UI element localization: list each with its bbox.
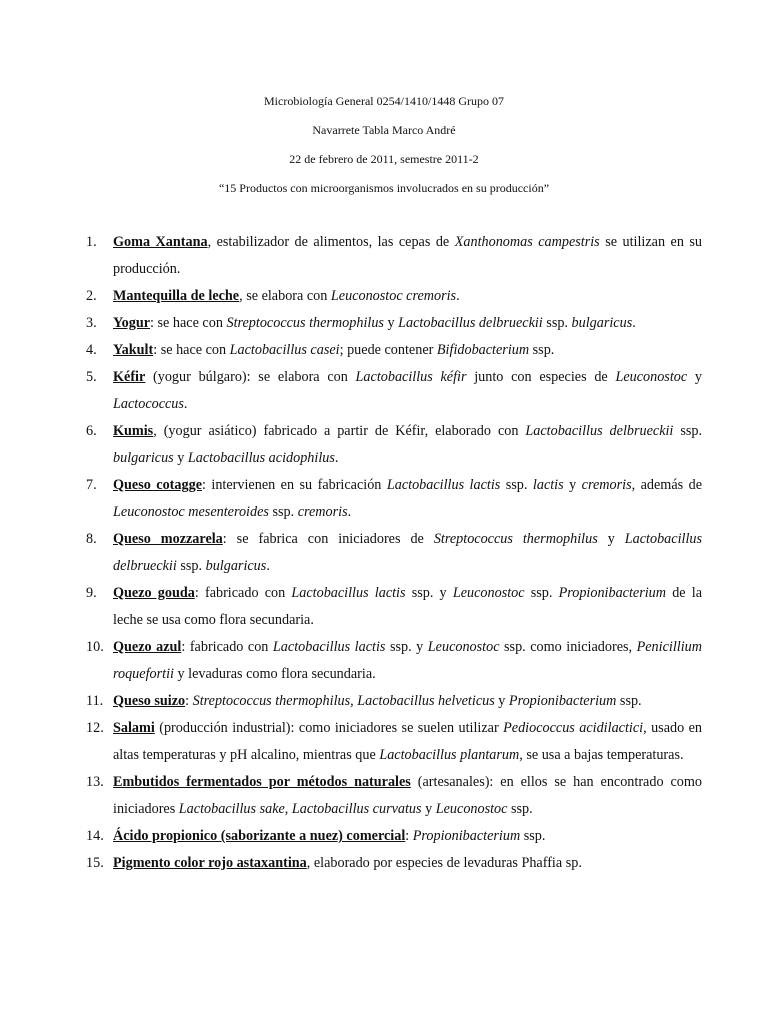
product-name: Kéfir [113, 369, 146, 385]
organism-name: Leuconostoc mesenteroides [113, 504, 269, 520]
item-text: : [185, 693, 193, 709]
item-text: : fabricado con [194, 585, 292, 601]
document-title: “15 Productos con microorganismos involucrados en su producción” [218, 181, 550, 195]
organism-name: Lactobacillus curvatus [291, 801, 422, 817]
list-item [86, 364, 702, 418]
item-text: y [687, 369, 702, 385]
organism-name: Lactobacillus sake [178, 801, 285, 817]
list-item [86, 823, 702, 850]
item-number: 7. [86, 477, 97, 493]
organism-name: Lactobacillus delbrueckii [398, 315, 543, 331]
organism-name: Pediococcus acidilactici [503, 720, 644, 736]
item-text: de la leche se usa como flora secundaria. [113, 585, 703, 628]
item-number: 3. [86, 315, 97, 331]
item-text: y [421, 801, 436, 817]
item-text: , elaborado por especies de levaduras Phaffia sp. [306, 855, 582, 871]
item-number: 11. [86, 693, 104, 709]
product-name: Embutidos fermentados por métodos naturales [113, 774, 411, 790]
date-line: 22 de febrero de 2011, semestre 2011-2 [289, 152, 479, 166]
list-item [86, 769, 702, 823]
item-text: se utilizan en su producción. [113, 234, 703, 277]
product-name: Queso mozzarela [113, 531, 223, 547]
product-list [86, 229, 702, 877]
organism-name: lactis [532, 477, 564, 493]
organism-name: Xanthonomas campestris [454, 234, 600, 250]
item-number: 6. [86, 423, 97, 439]
organism-name: Streptococcus thermophilus [433, 531, 598, 547]
list-item [86, 229, 702, 283]
item-text: (yogur búlgaro): se elabora con [145, 369, 356, 385]
organism-name: cremoris [581, 477, 632, 493]
item-text: ssp. [268, 504, 298, 520]
item-number: 10. [86, 639, 104, 655]
organism-name: Lactobacillus casei [229, 342, 340, 358]
product-name: Queso suizo [113, 693, 186, 709]
item-text: y [563, 477, 582, 493]
list-item [86, 688, 702, 715]
item-text: . [183, 396, 188, 412]
item-text: . [632, 315, 636, 331]
list-item [86, 337, 702, 364]
product-name: Yogur [113, 315, 151, 331]
organism-name: Propionibacterium [508, 693, 617, 709]
product-name: Yakult [113, 342, 154, 358]
organism-name: Leuconostoc [452, 585, 525, 601]
organism-name: Streptococcus thermophilus [192, 693, 351, 709]
item-text: , además de [631, 477, 702, 493]
organism-name: Penicillium roquefortii [113, 639, 702, 682]
item-text: ; puede contener [339, 342, 437, 358]
item-text: y levaduras como flora secundaria. [173, 666, 376, 682]
organism-name: Lactobacillus plantarum [379, 747, 520, 763]
item-text: , estabilizador de alimentos, las cepas de [207, 234, 455, 250]
product-name: Goma Xantana [113, 234, 208, 250]
item-text: y [494, 693, 509, 709]
product-name: Quezo azul [113, 639, 182, 655]
item-text: ssp. [520, 828, 546, 844]
organism-name: Propionibacterium [558, 585, 667, 601]
organism-name: cremoris [297, 504, 348, 520]
item-text: , (yogur asiático) fabricado a partir de Kéfir, elaborado con [153, 423, 526, 439]
author-line: Navarrete Tabla Marco André [312, 123, 456, 137]
item-text: ssp. [500, 477, 533, 493]
organism-name: bulgaricus [571, 315, 633, 331]
item-text: (artesanales): en ellos se han encontrado como iniciadores [113, 774, 702, 817]
item-text: ssp. [176, 558, 206, 574]
list-item [86, 283, 702, 310]
item-text: . [347, 504, 352, 520]
list-item [86, 715, 702, 769]
organism-name: Lactobacillus acidophilus [187, 450, 335, 466]
organism-name: Lactobacillus lactis [386, 477, 501, 493]
item-number: 9. [86, 585, 97, 601]
item-text: : fabricado con [181, 639, 273, 655]
item-text: ssp. [616, 693, 642, 709]
item-text: y [383, 315, 399, 331]
item-text: ssp. como iniciadores, [499, 639, 637, 655]
item-text: ssp. y [385, 639, 428, 655]
list-item [86, 472, 702, 526]
item-text: ssp. [542, 315, 572, 331]
item-text: . [266, 558, 270, 574]
product-name: Kumis [113, 423, 154, 439]
item-text: , [284, 801, 292, 817]
list-item [86, 418, 702, 472]
item-text: . [456, 288, 460, 304]
item-number: 15. [86, 855, 104, 871]
item-text: , se elabora con [239, 288, 331, 304]
organism-name: Lactococcus [113, 396, 184, 412]
product-name: Quezo gouda [113, 585, 195, 601]
organism-name: Lactobacillus delbrueckii [113, 531, 703, 574]
item-text: y [173, 450, 188, 466]
item-text: , se usa a bajas temperaturas. [519, 747, 684, 763]
organism-name: Propionibacterium [412, 828, 521, 844]
item-text: ssp. [524, 585, 559, 601]
document-header [0, 93, 768, 209]
item-number: 13. [86, 774, 104, 790]
item-number: 4. [86, 342, 97, 358]
list-item [86, 580, 702, 634]
item-number: 12. [86, 720, 104, 736]
item-number: 14. [86, 828, 104, 844]
product-name: Ácido propionico (saborizante a nuez) comercial [113, 828, 406, 844]
item-text: ssp. [673, 423, 702, 439]
item-number: 5. [86, 369, 97, 385]
organism-name: Lactobacillus lactis [272, 639, 386, 655]
item-text: ssp. y [405, 585, 453, 601]
item-number: 1. [86, 234, 97, 250]
list-item [86, 526, 702, 580]
organism-name: Lactobacillus lactis [291, 585, 406, 601]
organism-name: bulgaricus [113, 450, 174, 466]
item-text: : intervienen en su fabricación [202, 477, 387, 493]
organism-name: bulgaricus [205, 558, 267, 574]
item-text: junto con especies de [466, 369, 616, 385]
product-name: Mantequilla de leche [113, 288, 240, 304]
item-text: ssp. [529, 342, 555, 358]
item-text: : se hace con [150, 315, 227, 331]
item-text: : se hace con [153, 342, 230, 358]
item-text: ssp. [507, 801, 533, 817]
item-text: (producción industrial): como iniciadores se suelen utilizar [154, 720, 504, 736]
organism-name: Leuconostoc [427, 639, 500, 655]
item-number: 2. [86, 288, 97, 304]
organism-name: Leuconostoc [615, 369, 688, 385]
item-text: y [597, 531, 625, 547]
item-text: : se fabrica con iniciadores de [222, 531, 434, 547]
product-name: Pigmento color rojo astaxantina [113, 855, 307, 871]
product-name: Queso cotagge [113, 477, 202, 493]
organism-name: Lactobacillus helveticus [357, 693, 495, 709]
organism-name: Leuconostoc cremoris [330, 288, 457, 304]
item-text: , [350, 693, 358, 709]
product-name: Salami [113, 720, 155, 736]
list-item [86, 850, 702, 877]
organism-name: Lactobacillus kéfir [355, 369, 467, 385]
item-text: . [334, 450, 339, 466]
course-line: Microbiología General 0254/1410/1448 Grupo 07 [264, 94, 504, 108]
list-item [86, 310, 702, 337]
organism-name: Lactobacillus delbrueckii [525, 423, 674, 439]
item-text: : [405, 828, 413, 844]
item-text: , usado en altas temperaturas y pH alcalino, mientras que [113, 720, 703, 763]
organism-name: Leuconostoc [435, 801, 508, 817]
organism-name: Streptococcus thermophilus [226, 315, 384, 331]
organism-name: Bifidobacterium [436, 342, 530, 358]
item-number: 8. [86, 531, 97, 547]
list-item [86, 634, 702, 688]
